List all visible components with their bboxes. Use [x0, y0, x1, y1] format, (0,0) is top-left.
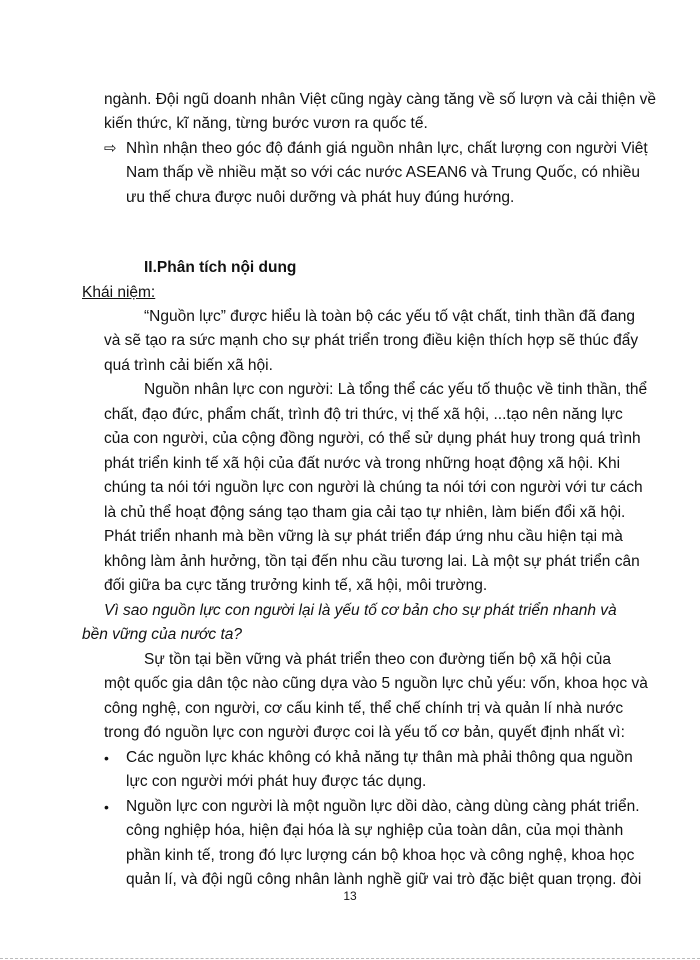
arrow-right-outline-icon: ⇨ — [104, 140, 117, 157]
text-line: ưu thế chưa được nuôi dưỡng và phát huy đúng hướng. — [126, 189, 515, 206]
text-line: ngành. Đội ngũ doanh nhân Việt cũng ngày càng tăng về số lượn và cải thiện về — [104, 91, 656, 108]
text-line: chúng ta nói tới nguồn lực con người là chúng ta nói tới con người với tư cách — [104, 479, 643, 496]
bullet-dot-icon: • — [104, 750, 109, 766]
text-line: Nam thấp về nhiều mặt so với các nước ASEAN6 và Trung Quốc, có nhiều — [126, 164, 641, 181]
section-heading: II.Phân tích nội dung — [144, 259, 297, 276]
question-line: bền vững của nước ta? — [82, 626, 243, 643]
text-line: Nguồn nhân lực con người: Là tổng thể các yếu tố thuộc về tinh thần, thể — [144, 381, 648, 398]
bullet-line: lực con người mới phát huy được tác dụng. — [126, 773, 427, 790]
bullet-line: phần kinh tế, trong đó lực lượng cán bộ khoa học và công nghệ, khoa học — [126, 847, 635, 864]
text-line: là chủ thể hoạt động sáng tạo tham gia cải tạo tự nhiên, làm biến đổi xã hội. — [104, 504, 626, 521]
text-line: công nghệ, con người, cơ cấu kinh tế, thể chế chính trị và quản lí nhà nước — [104, 700, 624, 717]
text-line: “Nguồn lực” được hiểu là toàn bộ các yếu tố vật chất, tinh thần đã đang — [144, 308, 636, 325]
text-line: Phát triển nhanh mà bền vững là sự phát triển đáp ứng nhu cầu hiện tại mà — [104, 528, 623, 545]
question-line: Vì sao nguồn lực con người lại là yếu tố cơ bản cho sự phát triển nhanh và — [104, 602, 617, 619]
text-line: trong đó nguồn lực con người được coi là yếu tố cơ bản, quyết định nhất vì: — [104, 724, 625, 741]
text-line: Nhìn nhận theo góc độ đánh giá nguồn nhân lực, chất lượng con người Viêṭ — [126, 140, 648, 157]
text-line: Sự tồn tại bền vững và phát triển theo con đường tiến bộ xã hội của — [144, 651, 611, 668]
text-line: kiến thức, kĩ năng, từng bước vươn ra quốc tế. — [104, 115, 428, 132]
bullet-line: quản lí, và đội ngũ công nhân lành nghề giữ vai trò đặc biệt quan trọng. đòi — [126, 871, 642, 888]
concept-label: Khái niệm: — [82, 284, 156, 301]
text-line: đối giữa ba cực tăng trưởng kinh tế, xã hội, môi trường. — [104, 577, 488, 594]
bullet-dot-icon: • — [104, 799, 109, 815]
bullet-line: Nguồn lực con người là một nguồn lực dồi dào, càng dùng càng phát triển. — [126, 798, 640, 815]
text-line: một quốc gia dân tộc nào cũng dựa vào 5 nguồn lực chủ yếu: vốn, khoa học và — [104, 675, 648, 692]
text-line: và sẽ tạo ra sức mạnh cho sự phát triển trong điều kiện thích hợp sẽ thúc đẩy — [104, 332, 639, 349]
page-number: 13 — [343, 889, 357, 903]
text-line: quá trình cải biến xã hội. — [104, 357, 273, 374]
text-line: không làm ảnh hưởng, tồn tại đến nhu cầu tương lai. Là một sự phát triển cân — [104, 553, 640, 570]
text-line: phát triển kinh tế xã hội của đất nước và trong những hoạt động xã hội. Khi — [104, 455, 621, 472]
text-line: của con người, của cộng đồng người, có thể sử dụng phát huy trong quá trình — [104, 430, 641, 447]
bullet-line: Các nguồn lực khác không có khả năng tự thân mà phải thông qua nguồn — [126, 749, 633, 766]
text-line: chất, đạo đức, phẩm chất, trình độ tri thức, vị thế xã hội, ...tạo nên năng lực — [104, 406, 623, 423]
bullet-line: công nghiệp hóa, hiện đại hóa là sự nghiệp của toàn dân, của mọi thành — [126, 822, 624, 839]
page-edge-divider — [0, 958, 700, 959]
